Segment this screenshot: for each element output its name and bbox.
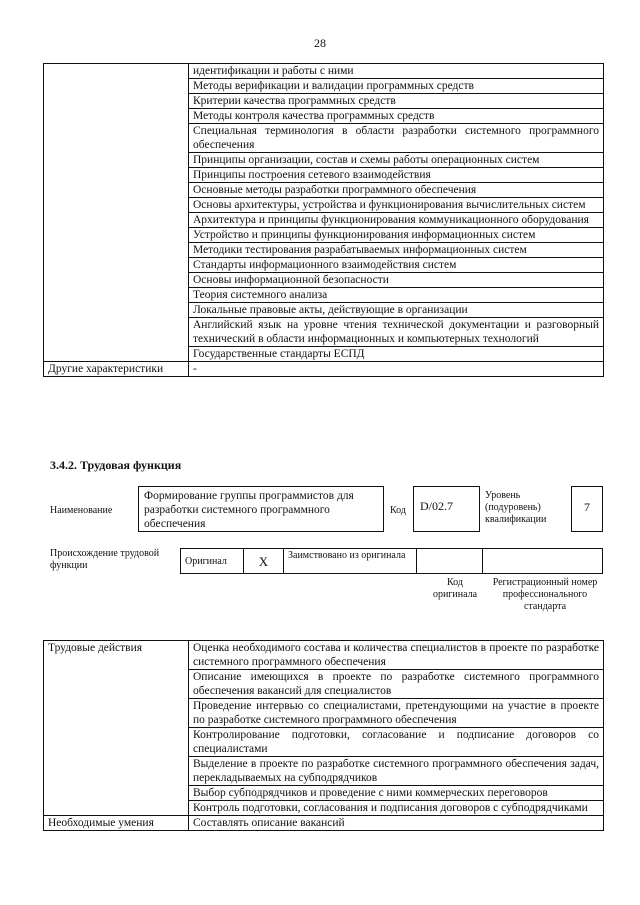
reg-caption: Регистрационный номер профессионального стандарта xyxy=(492,577,598,612)
function-code-box: D/02.7 xyxy=(413,486,480,532)
action-item: Выделение в проекте по разработке системного программного обеспечения задач, перекладываемых на субподрядчиков xyxy=(189,757,604,786)
knowledge-item: Основные методы разработки программного обеспечения xyxy=(189,183,604,198)
knowledge-row xyxy=(44,64,604,79)
code-label: Код xyxy=(390,505,406,516)
other-label: Другие характеристики xyxy=(44,362,189,377)
action-item: Выбор субподрядчиков и проведение с ними коммерческих переговоров xyxy=(189,786,604,801)
action-item: Проведение интервью со специалистами, претендующими на участие в проекте по разработке системного программного обеспечения xyxy=(189,699,604,728)
other-row xyxy=(44,362,604,377)
action-item: Контроль подготовки, согласования и подписания договоров с субподрядчиками xyxy=(189,801,604,816)
page-number: 28 xyxy=(314,36,326,50)
knowledge-item: Архитектура и принципы функционирования коммуникационного оборудования xyxy=(189,213,604,228)
level-box: 7 xyxy=(571,486,603,532)
knowledge-item: Принципы организации, состав и схемы работы операционных систем xyxy=(189,153,604,168)
skills-row xyxy=(44,816,604,831)
level-label: Уровень (подуровень) квалификации xyxy=(485,490,547,525)
skills-label: Необходимые умения xyxy=(44,816,189,831)
action-item: Контролирование подготовки, согласование и подписание договоров со специалистами xyxy=(189,728,604,757)
actions-table xyxy=(43,640,604,831)
section-title: 3.4.2. Трудовая функция xyxy=(50,458,182,472)
action-item: Оценка необходимого состава и количества специалистов в проекте по разработке системного программного обеспечения xyxy=(189,641,604,670)
knowledge-item: идентификации и работы с ними xyxy=(189,64,604,79)
name-label: Наименование xyxy=(50,505,113,516)
origin-table xyxy=(180,548,603,574)
other-value: - xyxy=(189,362,604,377)
knowledge-item: Локальные правовые акты, действующие в организации xyxy=(189,303,604,318)
origin-reg-cell xyxy=(483,549,603,574)
origin-borrowed: Заимствовано из оригинала xyxy=(284,549,417,574)
origin-code-cell xyxy=(417,549,483,574)
knowledge-table xyxy=(43,63,604,377)
knowledge-item: Государственные стандарты ЕСПД xyxy=(189,347,604,362)
origin-mark: X xyxy=(244,549,284,574)
knowledge-item: Методы контроля качества программных средств xyxy=(189,109,604,124)
code-caption: Код оригинала xyxy=(432,577,478,600)
origin-original: Оригинал xyxy=(181,549,244,574)
knowledge-item: Принципы построения сетевого взаимодействия xyxy=(189,168,604,183)
knowledge-item: Специальная терминология в области разработки системного программного обеспечения xyxy=(189,124,604,153)
knowledge-label-cell xyxy=(44,64,189,362)
knowledge-item: Основы информационной безопасности xyxy=(189,273,604,288)
knowledge-item: Методики тестирования разрабатываемых информационных систем xyxy=(189,243,604,258)
function-name-box: Формирование группы программистов для разработки системного программного обеспечения xyxy=(138,486,384,532)
action-row xyxy=(44,641,604,670)
knowledge-item: Методы верификации и валидации программных средств xyxy=(189,79,604,94)
knowledge-item: Теория системного анализа xyxy=(189,288,604,303)
origin-label: Происхождение трудовой функции xyxy=(50,548,160,571)
actions-label: Трудовые действия xyxy=(44,641,189,816)
knowledge-item: Стандарты информационного взаимодействия систем xyxy=(189,258,604,273)
action-item: Описание имеющихся в проекте по разработке системного программного обеспечения вакансий для специалистов xyxy=(189,670,604,699)
knowledge-item: Английский язык на уровне чтения технической документации и разговорный технический в области информационных и компьютерных технологий xyxy=(189,318,604,347)
skills-item: Составлять описание вакансий xyxy=(189,816,604,831)
knowledge-item: Критерии качества программных средств xyxy=(189,94,604,109)
knowledge-item: Устройство и принципы функционирования информационных систем xyxy=(189,228,604,243)
knowledge-item: Основы архитектуры, устройства и функционирования вычислительных систем xyxy=(189,198,604,213)
